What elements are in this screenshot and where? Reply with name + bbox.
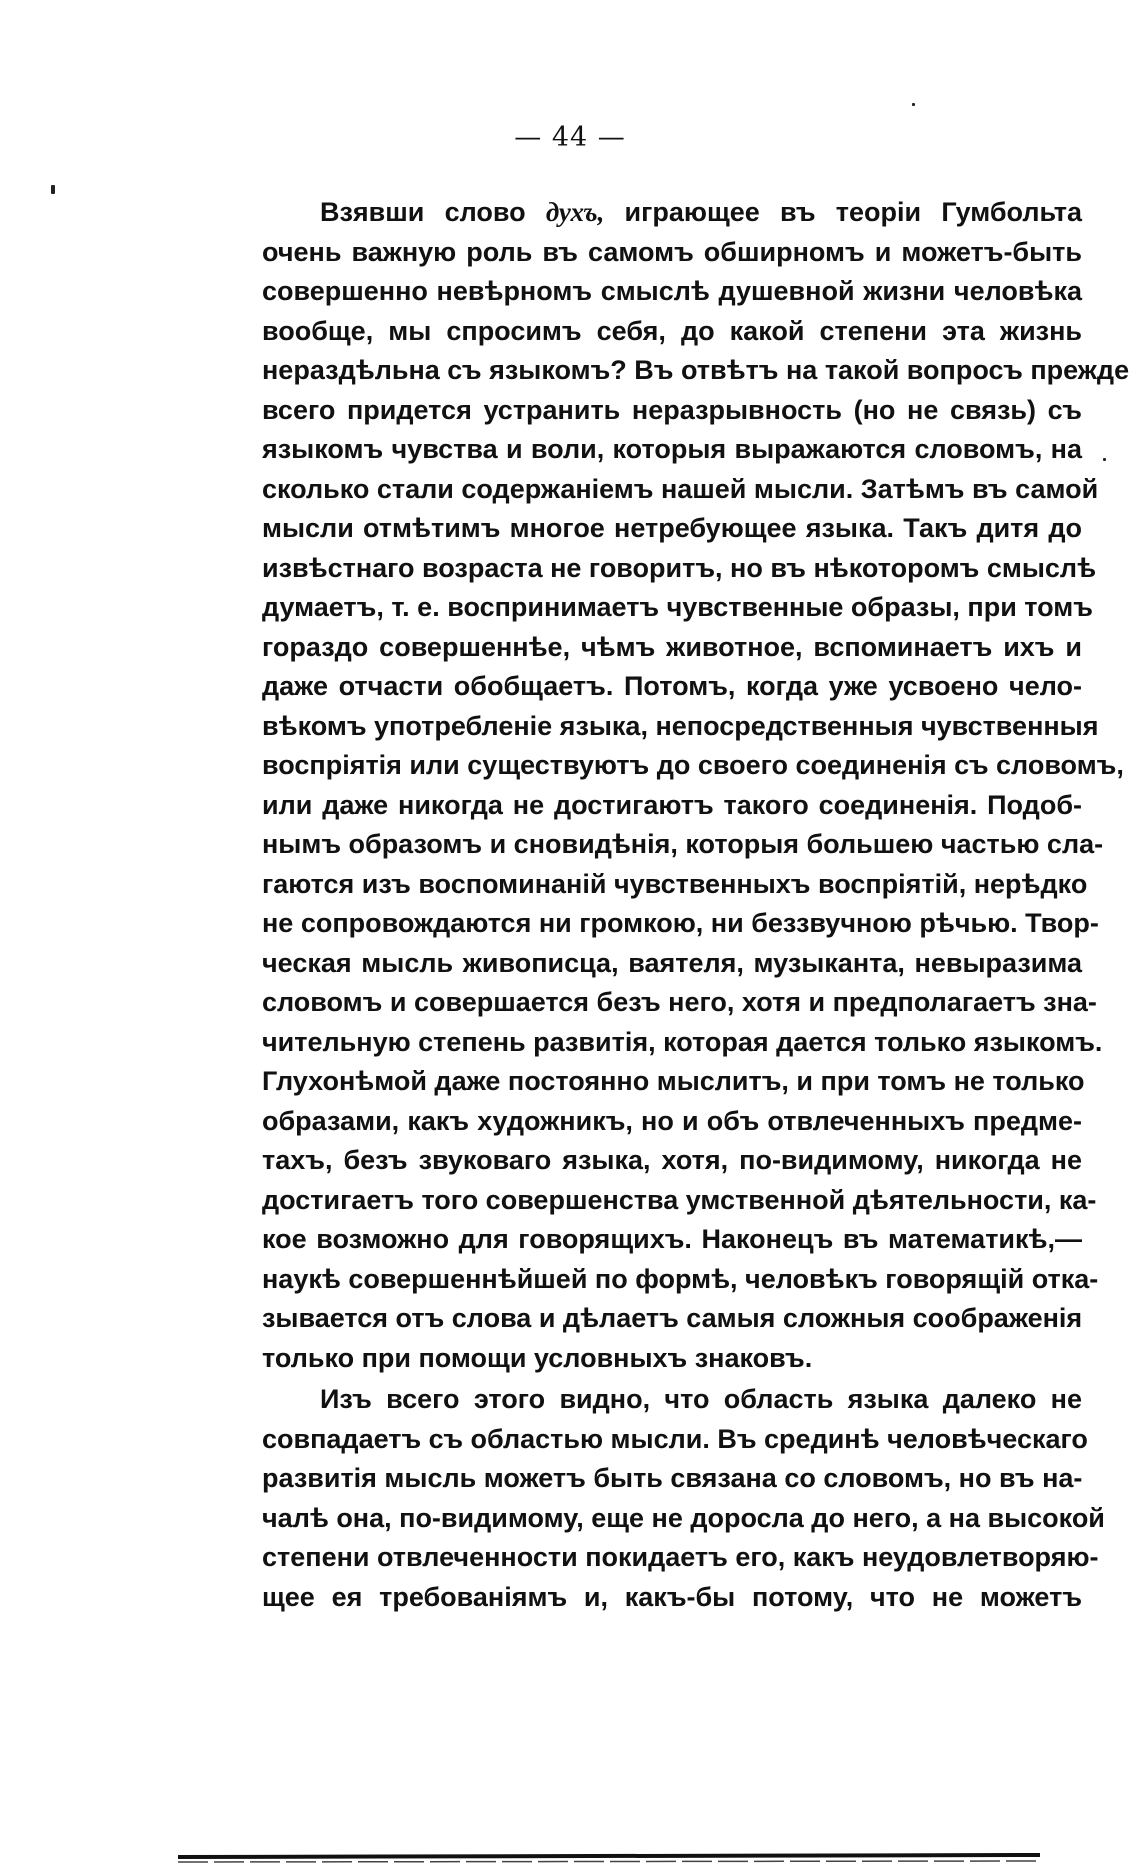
text-line: образами, какъ художникъ, но и объ отвлеченныхъ предме- [262,1105,1082,1136]
text-line: Глухонѣмой даже постоянно мыслитъ, и при томъ не только [262,1066,1085,1096]
text-line: воспріятія или существуютъ до своего соединенія съ словомъ, [262,750,1124,780]
text-line: извѣстнаго возраста не говоритъ, но въ нѣкоторомъ смыслѣ [262,552,1097,583]
text-line: развитія мысль можетъ быть связана со словомъ, но въ на- [262,1463,1083,1493]
text-line: думаетъ, т. е. воспринимаетъ чувственные образы, при томъ [262,592,1093,622]
text-line: наукѣ совершеннѣйшей по формѣ, человѣкъ говорящій отка- [262,1263,1099,1294]
text-line: очень важную роль въ самомъ обширномъ и можетъ-быть [262,236,1082,267]
text-line: словомъ и совершается безъ него, хотя и предполагаетъ зна- [262,987,1097,1017]
text-line: нераздѣльна съ языкомъ? Въ отвѣтъ на такой вопросъ прежде [262,355,1130,385]
text-line: степени отвлеченности покидаетъ его, какъ неудовлетворяю- [262,1542,1099,1572]
body-text [262,193,1130,1617]
text-line: зывается отъ слова и дѣлаетъ самыя сложныя соображенія [262,1303,1083,1333]
text-line: ческая мысль живописца, ваятеля, музыканта, невыразима [262,947,1082,978]
text-line: языкомъ чувства и воли, которыя выражаются словомъ, на [262,434,1082,464]
text-line: всего придется устранить неразрывность (но не связь) съ [262,394,1082,425]
emphasized-word: духъ, [545,197,605,227]
text-line: не сопровождаются ни громкою, ни беззвучною рѣчью. Твор- [262,908,1099,938]
text-line: щее ея требованіямъ и, какъ-бы потому, что не можетъ [262,1581,1082,1612]
paragraph-1-first-line [262,193,1082,233]
text-line: гораздо совершеннѣе, чѣмъ животное, вспоминаетъ ихъ и [262,631,1082,662]
text-line: тахъ, безъ звуковаго языка, хотя, по-видимому, никогда не [262,1145,1082,1175]
text-line: даже отчасти обобщаетъ. Потомъ, когда уже усвоено чело- [262,671,1082,701]
text-line: нымъ образомъ и сновидѣнія, которыя большею частью сла- [262,829,1104,859]
text-line: вѣкомъ употребленіе языка, непосредственныя чувственныя [262,710,1099,741]
text-line: мысли отмѣтимъ многое нетребующее языка. Такъ дитя до [262,513,1082,543]
first-line-rest: играющее въ теоріи Гумбольта [624,197,1082,227]
page-number: — 44 — [514,122,626,153]
text-line: вообще, мы спросимъ себя, до какой степени эта жизнь [262,315,1082,346]
text-line: совершенно невѣрномъ смыслѣ душевной жизни человѣка [262,276,1082,306]
margin-speck [51,185,55,194]
text-line: совпадаетъ съ областью мысли. Въ срединѣ человѣческаго [262,1423,1088,1454]
text-line: кое возможно для говорящихъ. Наконецъ въ математикѣ,— [262,1224,1082,1254]
bottom-scan-rule [0,1834,1140,1874]
margin-speck [1103,458,1106,461]
first-line-lead: Взявши слово [320,197,526,227]
margin-speck [912,103,915,106]
text-line: чалѣ она, по-видимому, еще не доросла до него, а на высокой [262,1502,1105,1533]
text-line: достигаетъ того совершенства умственной дѣятельности, ка- [262,1184,1097,1215]
text-line: гаются изъ воспоминаній чувственныхъ воспріятій, нерѣдко [262,868,1088,899]
text-line: чительную степень развитія, которая дается только языкомъ. [262,1026,1103,1057]
paragraph-1 [262,193,1130,1378]
paragraph-2 [262,1380,1105,1617]
text-line: только при помощи условныхъ знаковъ. [262,1342,813,1373]
text-line: сколько стали содержаніемъ нашей мысли. Затѣмъ въ самой [262,473,1099,504]
text-line: или даже никогда не достигаютъ такого соединенія. Подоб- [262,789,1082,820]
text-line: Изъ всего этого видно, что область языка далеко не [320,1384,1082,1414]
